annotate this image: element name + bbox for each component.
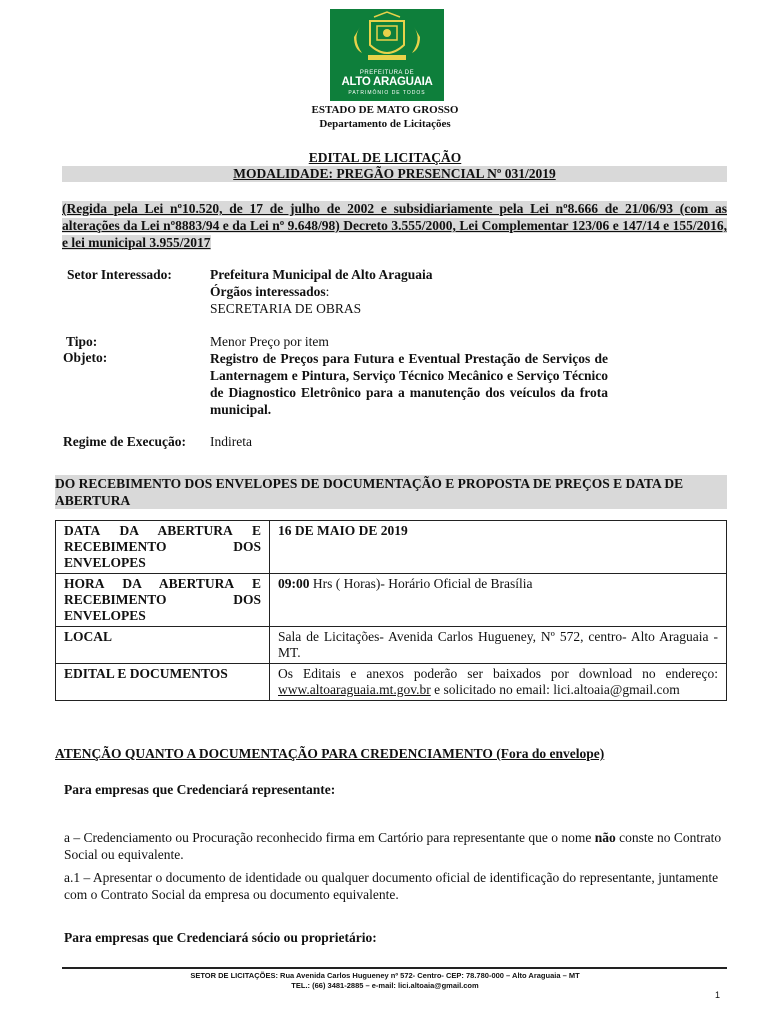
table-key-date: DATA DA ABERTURA E RECEBIMENTO DOS ENVELOPES [56,521,270,574]
prefeitura-logo [330,9,444,101]
coat-of-arms-icon [330,9,444,69]
edital-text-a: Os Editais e anexos poderão ser baixados por download no endereço: [278,666,718,681]
tipo-value: Menor Preço por item [210,334,329,349]
orgaos-line [210,284,329,300]
legal-basis-text: (Regida pela Lei nº10.520, de 17 de julho de 2002 e subsidiariamente pela Lei nº8.666 de 21/06/93 (com as alterações da Lei nº8883/94 e da Lei nº 9.648/98) Decreto 3.555/2000, Lei Complementar 123/06 e 147/14 e 155/2016, e lei municipal 3.955/2017 [62,201,727,250]
section-heading: DO RECEBIMENTO DOS ENVELOPES DE DOCUMENTAÇÃO E PROPOSTA DE PREÇOS E DATA DE ABERTURA [55,475,727,509]
time-value: 09:00 [278,576,310,591]
footer-address: SETOR DE LICITAÇÕES: Rua Avenida Carlos Hugueney nº 572- Centro- CEP: 78.780-000 – Alto Araguaia – MT [190,971,580,980]
website-link[interactable]: www.altoaraguaia.mt.gov.br [278,682,431,697]
item-a-text: a – Credenciamento ou Procuração reconhecido firma em Cartório para representante que o nome [64,830,595,845]
setor-value: Prefeitura Municipal de Alto Araguaia [210,267,433,282]
edital-title: EDITAL DE LICITAÇÃO [308,150,462,165]
table-key-edital: EDITAL E DOCUMENTOS [56,664,270,701]
item-a1: a.1 – Apresentar o documento de identidade ou qualquer documento oficial de identificação do representante, juntamente com o Contrato Social da empresa ou documento equivalente. [64,870,719,902]
orgaos-colon: : [325,284,330,299]
para2-heading: Para empresas que Credenciará sócio ou proprietário: [64,930,377,945]
item-a-end: conste no Contrato Social ou equivalente. [64,830,722,862]
time-description: Hrs ( Horas)- Horário Oficial de Brasília [309,576,533,591]
footer-divider [62,967,727,969]
table-value-edital [270,664,727,701]
setor-label: Setor Interessado: [67,267,172,282]
department-header: Departamento de Licitações [319,118,451,130]
item-a [64,829,724,863]
legal-basis [62,200,727,251]
tipo-label: Tipo: [66,334,98,349]
table-value-time [270,574,727,627]
state-header: ESTADO DE MATO GROSSO [311,104,459,116]
table-key-time: HORA DA ABERTURA E RECEBIMENTO DOS ENVELOPES [56,574,270,627]
table-row [56,627,727,664]
logo-line1: PREFEITURA DE [359,70,415,76]
orgaos-label: Órgãos interessados [210,284,326,299]
table-row [56,574,727,627]
footer-contact: TEL.: (66) 3481-2885 – e-mail: lici.altoaia@gmail.com [291,981,479,990]
atencao-heading: ATENÇÃO QUANTO A DOCUMENTAÇÃO PARA CREDENCIAMENTO (Fora do envelope) [55,746,605,761]
logo-line2: ALTO ARAGUAIA [341,76,433,88]
page-number: 1 [715,990,721,1000]
objeto-value: Registro de Preços para Futura e Eventual Prestação de Serviços de Lanternagem e Pintura, Serviço Técnico Mecânico e Serviço Técnico de Diagnostico Eletrônico para a manutenção dos veículos da frota municipal. [210,351,608,417]
edital-text-b: e solicitado no email: lici.altoaia@gmail.com [430,682,680,697]
objeto-label: Objeto: [63,350,108,365]
orgaos-value: SECRETARIA DE OBRAS [210,301,362,316]
logo-line3: PATRIMÔNIO DE TODOS [348,90,426,96]
dates-table [55,520,727,701]
table-value-local: Sala de Licitações- Avenida Carlos Hugueney, Nº 572, centro- Alto Araguaia - MT. [270,627,727,664]
table-key-local: LOCAL [56,627,270,664]
table-row [56,521,727,574]
item-a-bold: não [594,830,616,845]
table-value-date: 16 DE MAIO DE 2019 [270,521,727,574]
regime-label: Regime de Execução: [63,434,186,449]
para1-heading: Para empresas que Credenciará representante: [64,782,336,797]
regime-value: Indireta [210,434,252,449]
modalidade-title: MODALIDADE: PREGÃO PRESENCIAL Nº 031/2019 [62,166,727,182]
table-row [56,664,727,701]
